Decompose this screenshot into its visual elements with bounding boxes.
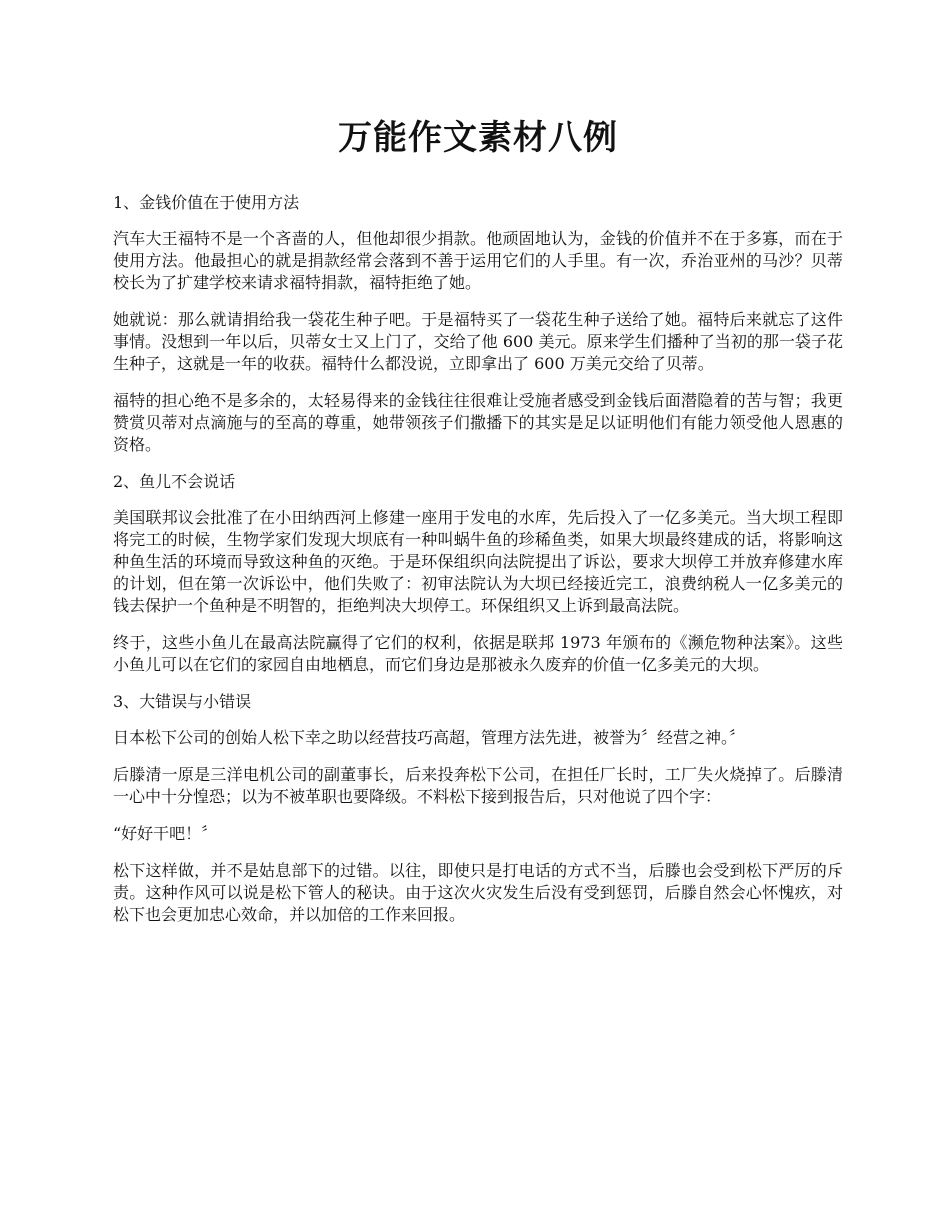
section-2: [113, 471, 843, 676]
paragraph: 美国联邦议会批准了在小田纳西河上修建一座用于发电的水库，先后投入了一亿多美元。当大坝工程即将完工的时候，生物学家们发现大坝底有一种叫蜗牛鱼的珍稀鱼类，如果大坝最终建成的话，将影响这种鱼生活的环境而导致这种鱼的灭绝。于是环保组织向法院提出了诉讼，要求大坝停工并放弃修建水库的计划，但在第一次诉讼中，他们失败了：初审法院认为大坝已经接近完工，浪费纳税人一亿多美元的钱去保护一个鱼种是不明智的，拒绝判决大坝停工。环保组织又上诉到最高法院。: [113, 508, 843, 615]
paragraph: 她就说：那么就请捐给我一袋花生种子吧。于是福特买了一袋花生种子送给了她。福特后来就忘了这件事情。没想到一年以后，贝蒂女士又上门了，交给了他 600 美元。原来学生们播种了当初的那一袋子花生种子，这就是一年的收获。福特什么都没说，立即拿出了 600 万美元交给了贝蒂。: [113, 310, 843, 373]
paragraph: 后滕清一原是三洋电机公司的副董事长，后来投奔松下公司，在担任厂长时，工厂失火烧掉了。后滕清一心中十分惶恐；以为不被革职也要降级。不料松下接到报告后，只对他说了四个字：: [113, 765, 843, 806]
section-heading: 2、鱼儿不会说话: [113, 472, 236, 491]
document-title: 万能作文素材八例: [338, 118, 618, 158]
paragraph: 汽车大王福特不是一个吝啬的人，但他却很少捐款。他顽固地认为，金钱的价值并不在于多寡，而在于使用方法。他最担心的就是捐款经常会落到不善于运用它们的人手里。有一次，乔治亚州的马沙？贝蒂校长为了扩建学校来请求福特捐款，福特拒绝了她。: [113, 229, 843, 292]
section-heading: 1、金钱价值在于使用方法: [113, 193, 300, 212]
quote-paragraph: “好好干吧！〞: [113, 824, 218, 843]
section-3: [113, 691, 843, 926]
paragraph: 日本松下公司的创始人松下幸之助以经营技巧高超，管理方法先进，被誉为〞经营之神。〞: [113, 728, 746, 747]
paragraph: 松下这样做，并不是姑息部下的过错。以往，即使只是打电话的方式不当，后滕也会受到松下严厉的斥责。这种作风可以说是松下管人的秘诀。由于这次火灾发生后没有受到惩罚，后滕自然会心怀愧疚，对松下也会更加忠心效命，并以加倍的工作来回报。: [113, 861, 843, 924]
paragraph: 终于，这些小鱼儿在最高法院赢得了它们的权利，依据是联邦 1973 年颁布的《濒危物种法案》。这些小鱼儿可以在它们的家园自由地栖息，而它们身边是那被永久废弃的价值一亿多美元的大坝。: [113, 633, 843, 674]
paragraph: 福特的担心绝不是多余的，太轻易得来的金钱往往很难让受施者感受到金钱后面潜隐着的苦与智；我更赞赏贝蒂对点滴施与的至高的尊重，她带领孩子们撒播下的其实是足以证明他们有能力领受他人恩惠的资格。: [113, 391, 843, 454]
section-1: [113, 192, 843, 456]
document-page: [113, 108, 843, 941]
section-heading: 3、大错误与小错误: [113, 692, 252, 711]
